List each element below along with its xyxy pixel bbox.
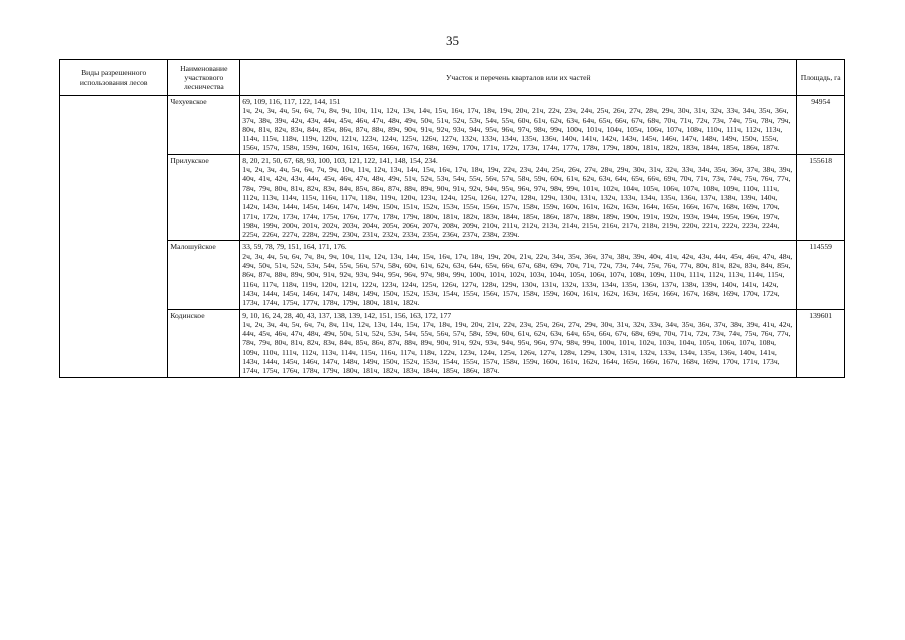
forest-use-table	[59, 59, 845, 378]
full-quarters: 9, 10, 16, 24, 28, 40, 43, 137, 138, 139, 142, 151, 156, 163, 172, 177	[242, 310, 452, 320]
quarters-cell	[240, 309, 797, 377]
full-quarters: 8, 20, 21, 50, 67, 68, 93, 100, 103, 121, 122, 141, 148, 154, 234.	[242, 155, 438, 165]
partial-quarters: 1ч, 2ч, 3ч, 4ч, 5ч, 6ч, 7ч, 9ч, 10ч, 11ч, 12ч, 13ч, 14ч, 15ч, 16ч, 17ч, 18ч, 19ч, 22ч, 23ч, 24ч, 25ч, 26ч, 27ч, 28ч, 29ч, 30ч, 31ч, 32ч, 33ч, 34ч, 35ч, 36ч, 37ч, 38ч, 39ч, 40ч, 41ч, 42ч, 43ч, 44ч, 45ч, 46ч, 47ч, 48ч, 49ч, 51ч, 52ч, 53ч, 54ч, 55ч, 56ч, 57ч, 58ч, 59ч, 60ч, 61ч, 62ч, 63ч, 64ч, 65ч, 66ч, 69ч, 70ч, 71ч, 73ч, 74ч, 75ч, 76ч, 77ч, 78ч, 79ч, 80ч, 81ч, 82ч, 83ч, 84ч, 85ч, 86ч, 87ч, 88ч, 89ч, 90ч, 91ч, 92ч, 94ч, 95ч, 96ч, 97ч, 98ч, 99ч, 101ч, 102ч, 104ч, 105ч, 106ч, 107ч, 108ч, 109ч, 110ч, 111ч, 112ч, 113ч, 114ч, 115ч, 116ч, 117ч, 118ч, 119ч, 120ч, 123ч, 124ч, 125ч, 126ч, 127ч, 128ч, 129ч, 130ч, 131ч, 132ч, 133ч, 134ч, 135ч, 136ч, 137ч, 138ч, 139ч, 140ч, 142ч, 143ч, 144ч, 145ч, 146ч, 147ч, 149ч, 150ч, 151ч, 152ч, 153ч, 155ч, 156ч, 157ч, 158ч, 159ч, 160ч, 161ч, 162ч, 163ч, 164ч, 165ч, 166ч, 167ч, 168ч, 169ч, 170ч, 171ч, 172ч, 173ч, 174ч, 175ч, 176ч, 177ч, 178ч, 179ч, 180ч, 181ч, 182ч, 183ч, 184ч, 185ч, 186ч, 187ч, 188ч, 189ч, 190ч, 191ч, 192ч, 193ч, 194ч, 195ч, 196ч, 197ч, 198ч, 199ч, 200ч, 201ч, 202ч, 203ч, 204ч, 205ч, 206ч, 207ч, 208ч, 209ч, 210ч, 211ч, 212ч, 213ч, 214ч, 215ч, 216ч, 217ч, 218ч, 219ч, 220ч, 221ч, 222ч, 223ч, 224ч, 225ч, 226ч, 227ч, 228ч, 229ч, 230ч, 231ч, 232ч, 233ч, 235ч, 236ч, 237ч, 238ч, 239ч.	[242, 165, 793, 240]
quarters-cell	[240, 154, 797, 241]
area-value: 94954	[797, 96, 845, 155]
header-area: Площадь, га	[797, 60, 845, 96]
district-name: Прилукское	[168, 154, 240, 241]
header-use-type: Виды разрешенного использования лесов	[60, 60, 168, 96]
table-row	[60, 241, 845, 309]
header-district: Наименование участкового лесничества	[168, 60, 240, 96]
table-row	[60, 96, 845, 155]
quarters-cell	[240, 96, 797, 155]
page-number: 35	[446, 33, 459, 48]
quarters-cell	[240, 241, 797, 309]
table-row	[60, 309, 845, 377]
area-value: 114559	[797, 241, 845, 309]
full-quarters: 69, 109, 116, 117, 122, 144, 151	[242, 97, 341, 106]
area-value: 155618	[797, 154, 845, 241]
header-quarters: Участок и перечень кварталов или их частей	[240, 60, 797, 96]
district-name: Малошуйское	[168, 241, 240, 309]
full-quarters: 33, 59, 78, 79, 151, 164, 171, 176.	[242, 242, 347, 252]
area-value: 139601	[797, 309, 845, 377]
partial-quarters: 1ч, 2ч, 3ч, 4ч, 5ч, 6ч, 7ч, 8ч, 9ч, 10ч, 11ч, 12ч, 13ч, 14ч, 15ч, 16ч, 17ч, 18ч, 19ч, 20ч, 21ч, 22ч, 23ч, 24ч, 25ч, 26ч, 27ч, 28ч, 29ч, 30ч, 31ч, 32ч, 33ч, 34ч, 35ч, 36ч, 37ч, 38ч, 39ч, 42ч, 43ч, 44ч, 45ч, 46ч, 47ч, 48ч, 49ч, 50ч, 51ч, 52ч, 53ч, 54ч, 55ч, 60ч, 61ч, 62ч, 63ч, 64ч, 65ч, 66ч, 67ч, 68ч, 70ч, 71ч, 72ч, 73ч, 74ч, 75ч, 78ч, 79ч, 80ч, 81ч, 82ч, 83ч, 84ч, 85ч, 86ч, 87ч, 88ч, 89ч, 90ч, 91ч, 92ч, 93ч, 94ч, 95ч, 96ч, 97ч, 98ч, 99ч, 100ч, 101ч, 104ч, 105ч, 106ч, 107ч, 108ч, 110ч, 111ч, 112ч, 113ч, 114ч, 115ч, 118ч, 119ч, 120ч, 121ч, 123ч, 124ч, 125ч, 126ч, 127ч, 132ч, 133ч, 134ч, 135ч, 136ч, 140ч, 141ч, 142ч, 143ч, 145ч, 146ч, 147ч, 148ч, 149ч, 150ч, 155ч, 156ч, 157ч, 158ч, 159ч, 160ч, 161ч, 165ч, 166ч, 167ч, 168ч, 169ч, 170ч, 171ч, 172ч, 173ч, 174ч, 177ч, 178ч, 179ч, 180ч, 181ч, 182ч, 183ч, 184ч, 185ч, 186ч, 187ч.	[242, 106, 791, 153]
partial-quarters: 1ч, 2ч, 3ч, 4ч, 5ч, 6ч, 7ч, 8ч, 11ч, 12ч, 13ч, 14ч, 15ч, 17ч, 18ч, 19ч, 20ч, 21ч, 22ч, 23ч, 25ч, 26ч, 27ч, 29ч, 30ч, 31ч, 32ч, 33ч, 34ч, 35ч, 36ч, 37ч, 38ч, 39ч, 41ч, 42ч, 44ч, 45ч, 46ч, 47ч, 48ч, 49ч, 50ч, 51ч, 52ч, 53ч, 54ч, 55ч, 56ч, 57ч, 58ч, 59ч, 60ч, 61ч, 62ч, 63ч, 64ч, 65ч, 66ч, 67ч, 68ч, 69ч, 70ч, 71ч, 72ч, 73ч, 74ч, 75ч, 76ч, 77ч, 78ч, 79ч, 80ч, 81ч, 82ч, 83ч, 84ч, 85ч, 86ч, 87ч, 88ч, 89ч, 90ч, 91ч, 92ч, 93ч, 94ч, 95ч, 96ч, 97ч, 98ч, 99ч, 100ч, 101ч, 102ч, 103ч, 104ч, 105ч, 106ч, 107ч, 108ч, 109ч, 110ч, 111ч, 112ч, 113ч, 114ч, 115ч, 116ч, 117ч, 118ч, 122ч, 123ч, 124ч, 125ч, 126ч, 127ч, 128ч, 129ч, 130ч, 131ч, 132ч, 133ч, 134ч, 135ч, 136ч, 140ч, 141ч, 143ч, 144ч, 145ч, 146ч, 147ч, 148ч, 149ч, 150ч, 152ч, 153ч, 154ч, 155ч, 157ч, 158ч, 159ч, 160ч, 161ч, 162ч, 164ч, 165ч, 166ч, 167ч, 168ч, 169ч, 170ч, 171ч, 173ч, 174ч, 175ч, 176ч, 178ч, 179ч, 180ч, 181ч, 182ч, 183ч, 184ч, 185ч, 186ч, 187ч.	[242, 319, 793, 376]
district-name: Кодинское	[168, 309, 240, 377]
partial-quarters: 2ч, 3ч, 4ч, 5ч, 6ч, 7ч, 8ч, 9ч, 10ч, 11ч, 12ч, 13ч, 14ч, 15ч, 16ч, 17ч, 18ч, 19ч, 20ч, 21ч, 22ч, 34ч, 35ч, 36ч, 37ч, 38ч, 39ч, 40ч, 41ч, 42ч, 43ч, 44ч, 45ч, 46ч, 47ч, 48ч, 49ч, 50ч, 51ч, 52ч, 53ч, 54ч, 55ч, 56ч, 57ч, 58ч, 60ч, 61ч, 62ч, 63ч, 64ч, 65ч, 66ч, 67ч, 68ч, 69ч, 70ч, 71ч, 72ч, 73ч, 74ч, 75ч, 76ч, 77ч, 80ч, 81ч, 82ч, 83ч, 84ч, 85ч, 86ч, 87ч, 88ч, 89ч, 90ч, 91ч, 92ч, 93ч, 94ч, 95ч, 96ч, 97ч, 98ч, 99ч, 100ч, 101ч, 102ч, 103ч, 104ч, 105ч, 106ч, 107ч, 108ч, 109ч, 110ч, 111ч, 112ч, 113ч, 114ч, 115ч, 116ч, 117ч, 118ч, 119ч, 120ч, 121ч, 122ч, 123ч, 124ч, 125ч, 126ч, 127ч, 128ч, 129ч, 130ч, 131ч, 132ч, 133ч, 134ч, 135ч, 136ч, 137ч, 138ч, 139ч, 140ч, 141ч, 142ч, 143ч, 144ч, 145ч, 146ч, 147ч, 148ч, 149ч, 150ч, 152ч, 153ч, 154ч, 155ч, 156ч, 157ч, 158ч, 159ч, 160ч, 161ч, 162ч, 163ч, 165ч, 166ч, 167ч, 168ч, 169ч, 170ч, 172ч, 173ч, 174ч, 175ч, 177ч, 178ч, 179ч, 180ч, 181ч, 182ч.	[242, 251, 793, 308]
district-name: Чехуевское	[168, 96, 240, 155]
table-header-row	[60, 60, 845, 96]
table-row	[60, 154, 845, 241]
use-type-cell	[60, 96, 168, 378]
